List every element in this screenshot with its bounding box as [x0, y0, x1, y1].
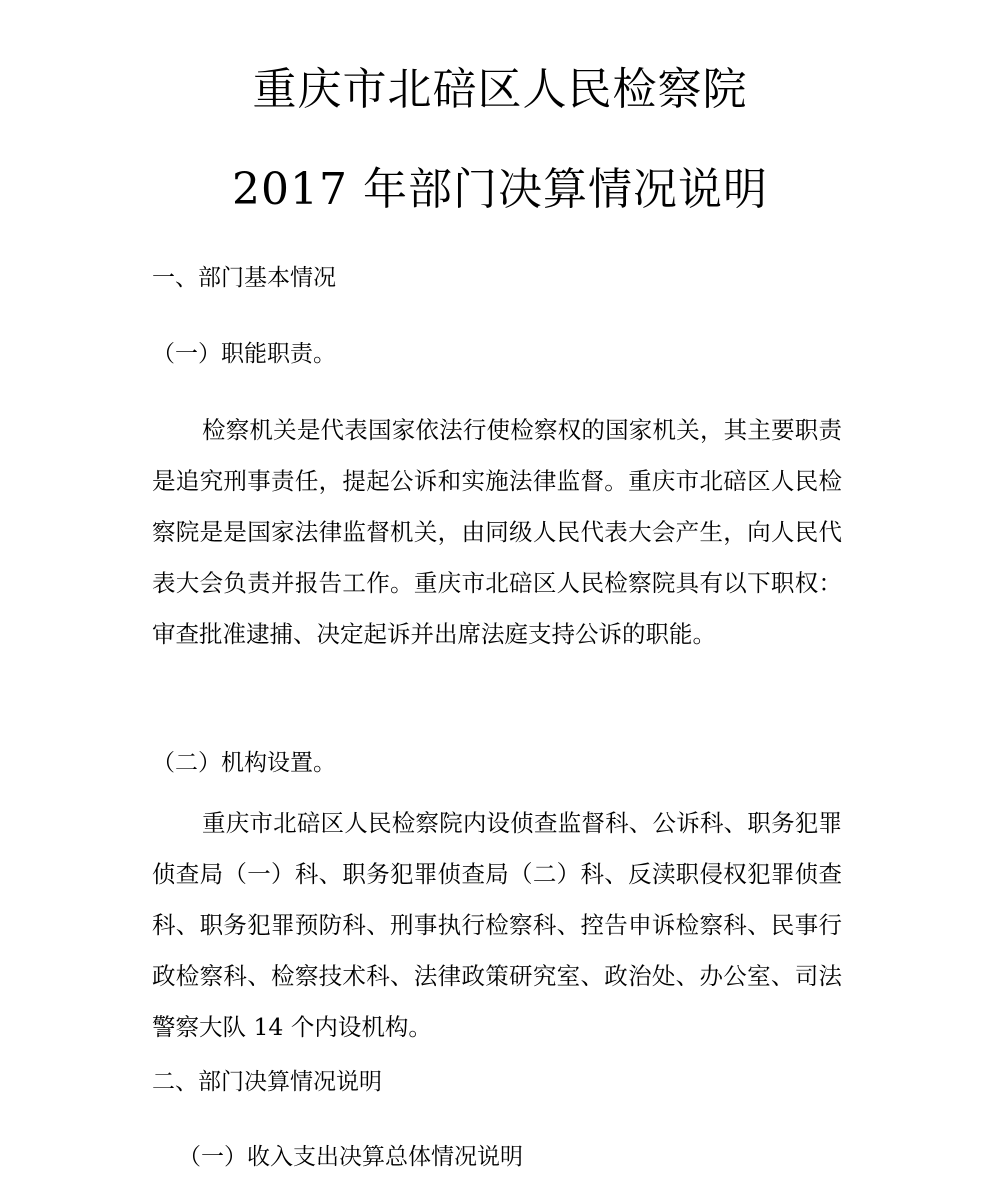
document-title-line1: 重庆市北碚区人民检察院 — [252, 64, 748, 115]
section1-heading: 一、部门基本情况 — [152, 265, 336, 291]
document-title-line2: 2017 年部门决算情况说明 — [232, 164, 768, 215]
section2-heading: 二、部门决算情况说明 — [152, 1069, 382, 1095]
section1-sub2-paragraph: 重庆市北碚区人民检察院内设侦查监督科、公诉科、职务犯罪侦查局（一）科、职务犯罪侦查局（二）科、反渎职侵权犯罪侦查科、职务犯罪预防科、刑事执行检察科、控告申诉检察科、民事行政检察科、检察技术科、法律政策研究室、政治处、办公室、司法警察大队 14 个内设机构。 — [152, 809, 842, 1041]
section1-sub2-heading: （二）机构设置。 — [152, 750, 336, 776]
section2-sub1-heading: （一）收入支出决算总体情况说明 — [178, 1144, 523, 1170]
section1-sub1-heading: （一）职能职责。 — [152, 341, 336, 367]
section1-sub1-paragraph: 检察机关是代表国家依法行使检察权的国家机关，其主要职责是追究刑事责任，提起公诉和实施法律监督。重庆市北碚区人民检察院是是国家法律监督机关，由同级人民代表大会产生，向人民代表大会负责并报告工作。重庆市北碚区人民检察院具有以下职权：审查批准逮捕、决定起诉并出席法庭支持公诉的职能。 — [152, 416, 842, 648]
